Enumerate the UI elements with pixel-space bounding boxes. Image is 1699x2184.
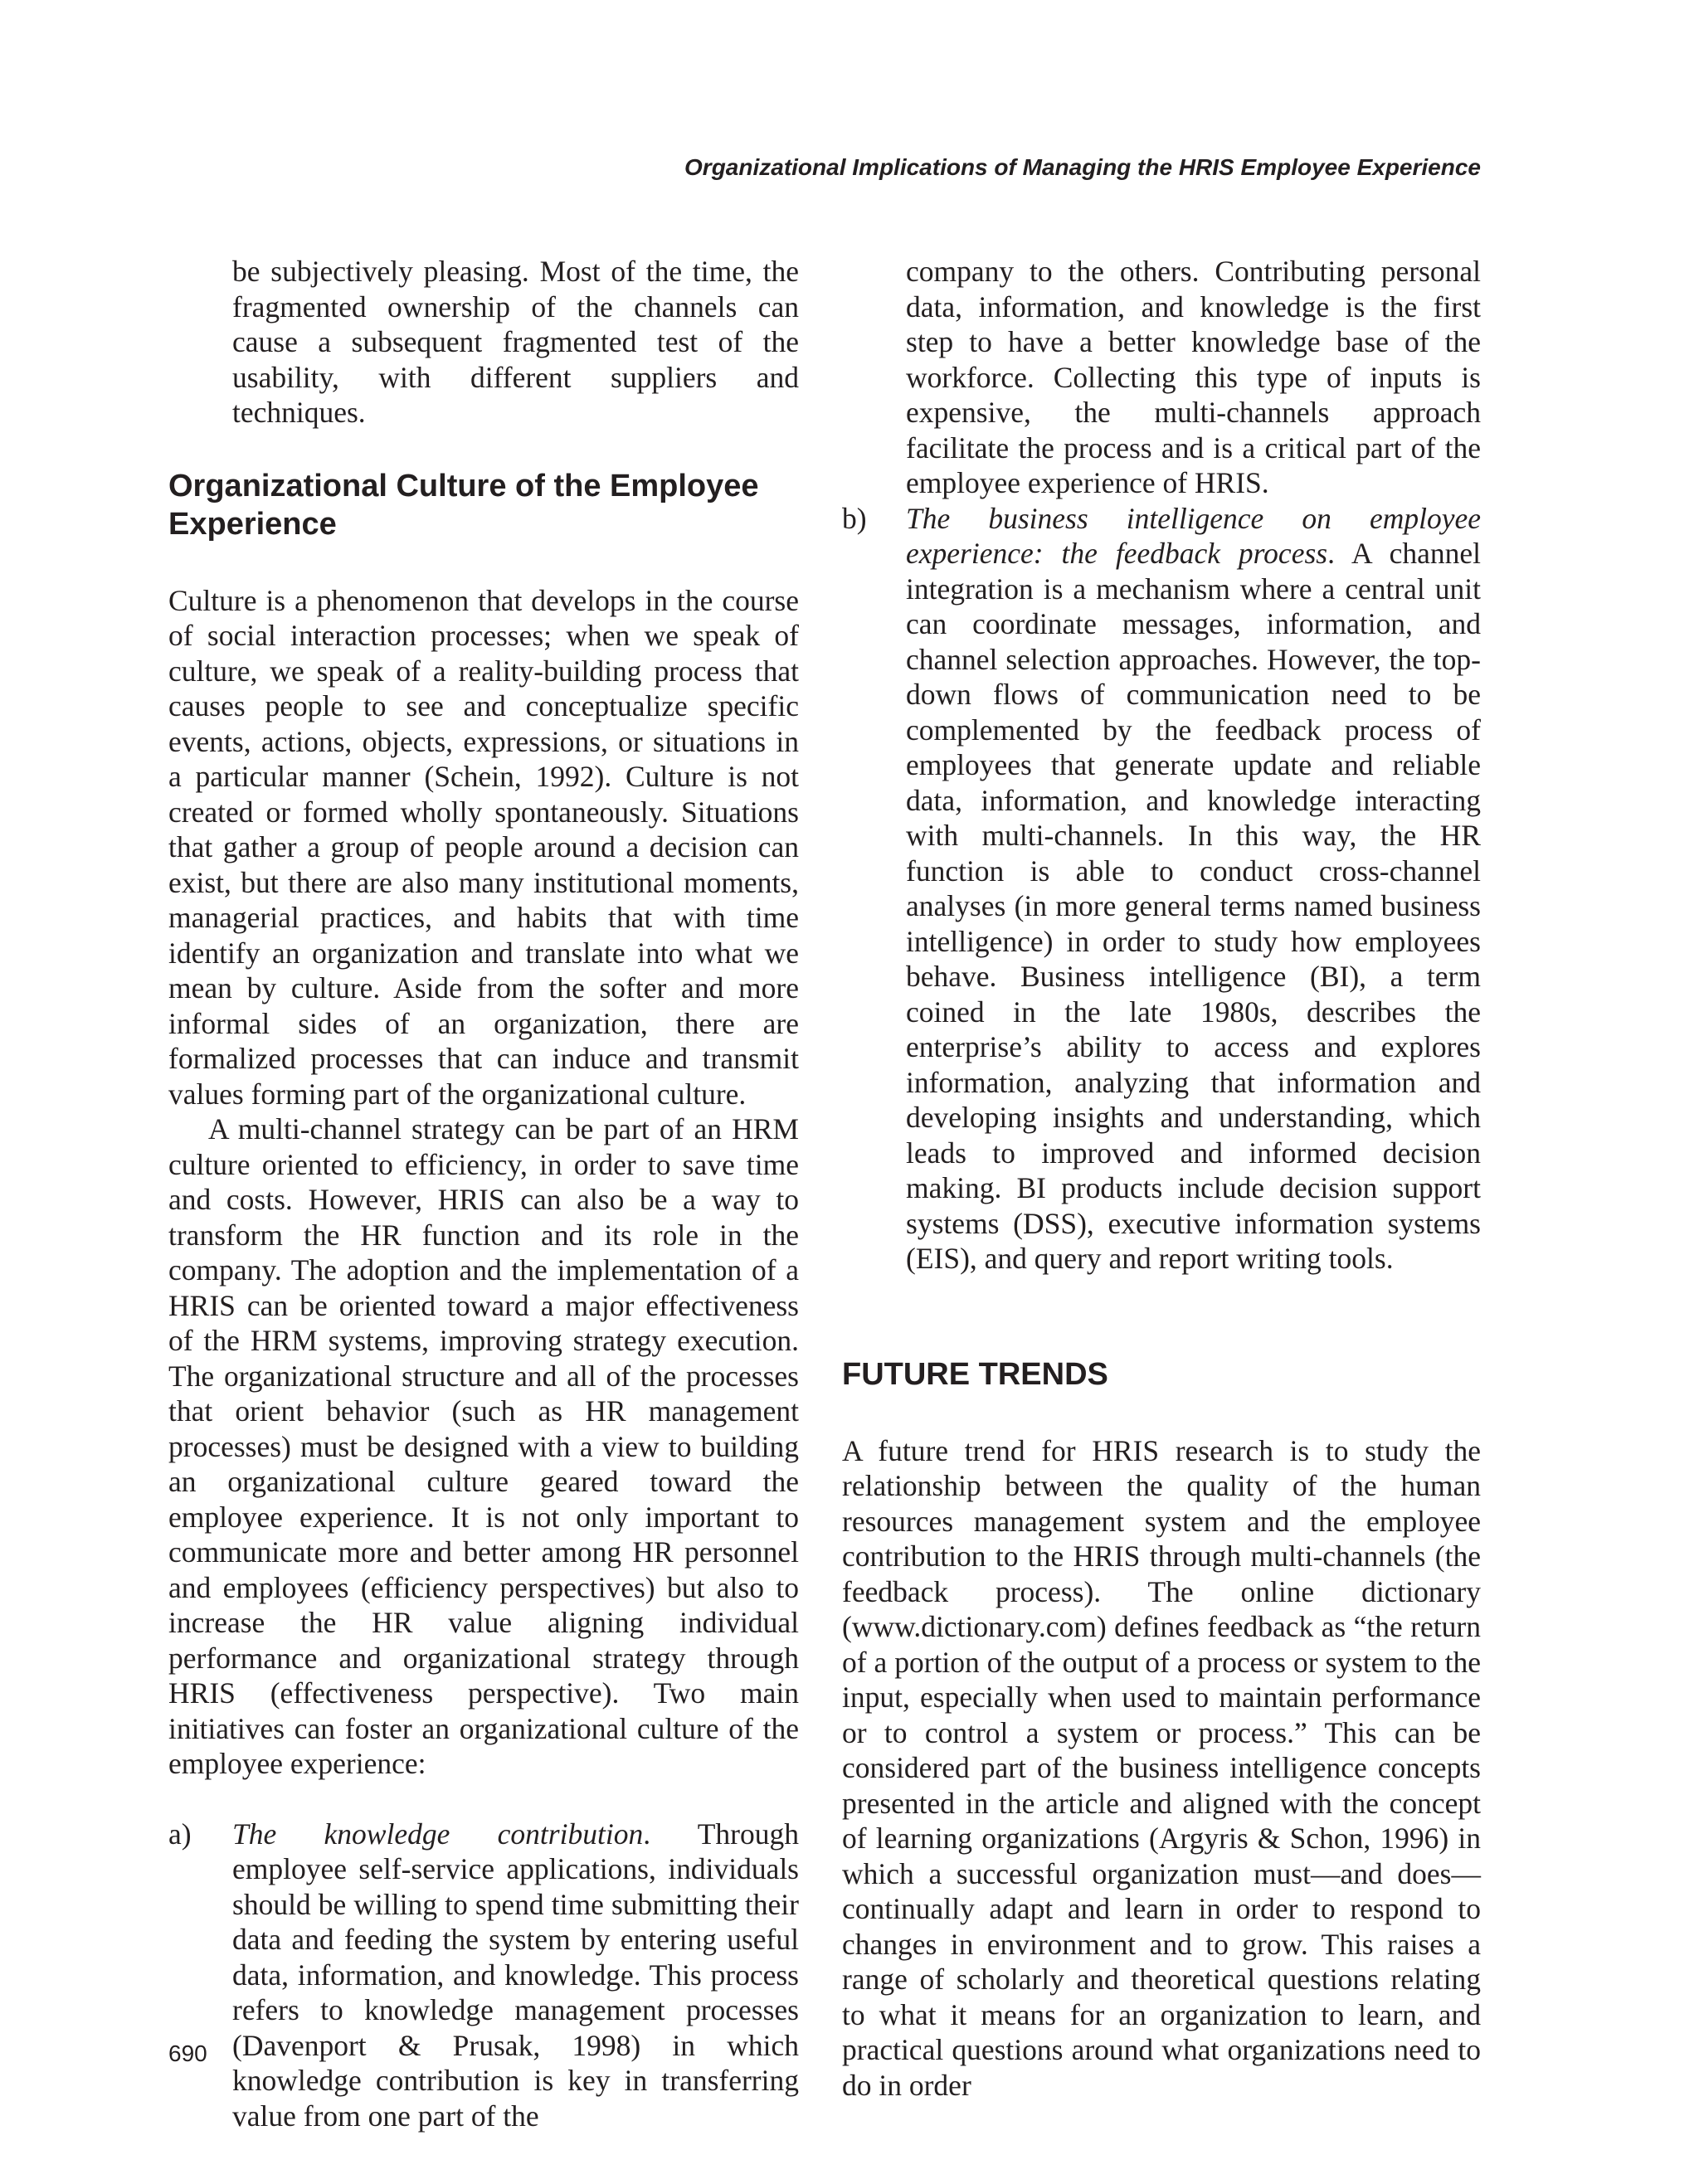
- list-marker-a: a): [168, 1817, 192, 1851]
- list-item-b-body: . A channel integration is a mechanism where a central unit can coordinate messages, information, and channel selection approaches. However, the top-down flows of communication need to be complemented by the feedback process of employees that generate update and reliable data, information, and knowledge interacting with multi-channels. In this way, the HR function is able to conduct cross-channel analyses (in more general terms named business intelligence) in order to study how employees behave. Business intelligence (BI), a term coined in the late 1980s, describes the enterprise’s ability to access and explores information, analyzing that information and developing insights and understanding, which leads to improved and informed decision making. BI products include decision support systems (DSS), executive information systems (EIS), and query and report writing tools.: [906, 537, 1481, 1275]
- list-item-a-text: [232, 1817, 799, 2134]
- list-item-a-title: The knowledge contribution: [232, 1817, 644, 1851]
- list-item-a-continued: company to the others. Contributing personal data, information, and knowledge is the first step to have a better knowledge base of the workforce. Collecting this type of inputs is expensive, the multi-channels approach facilitate the process and is a critical part of the employee experience of HRIS.: [906, 255, 1481, 499]
- culture-paragraph-1: Culture is a phenomenon that develops in the course of social interaction processes; when we speak of culture, we speak of a reality-building process that causes people to see and conceptualize specific events, actions, objects, expressions, or situations in a particular manner (Schein, 1992). Culture is not created or formed wholly spontaneously. Situations that gather a group of people around a decision can exist, but there are also many institutional moments, managerial practices, and habits that with time identify an organization and translate into what we mean by culture. Aside from the softer and more informal sides of an organization, there are formalized processes that can induce and transmit values forming part of the organizational culture.: [168, 583, 799, 1111]
- list-marker-b: b): [842, 501, 867, 535]
- culture-paragraph-2: A multi-channel strategy can be part of an HRM culture oriented to efficiency, in order to save time and costs. However, HRIS can also be a way to transform the HR function and its role in the company. The adoption and the implementation of a HRIS can be oriented toward a major effectiveness of the HRM systems, improving strategy execution. The organizational structure and all of the processes that orient behavior (such as HR management processes) must be designed with a view to building an organizational culture geared toward the employee experience. It is not only important to communicate more and better among HR personnel and employees (efficiency perspectives) but also to increase the HR value aligning individual performance and organizational strategy through HRIS (effectiveness perspective). Two main initiatives can foster an organizational culture of the employee experience:: [168, 1112, 799, 1780]
- list-item-b-title: The business intelligence on employee experience: the feedback process: [906, 501, 1481, 570]
- right-column: [842, 254, 1481, 2103]
- future-trends-paragraph: A future trend for HRIS research is to study the relationship between the quality of the human resources management system and the employee contribution to the HRIS through multi-channels (the feedback process). The online dictionary (www.dictionary.com) defines feedback as “the return of a portion of the output of a process or system to the input, especially when used to maintain performance or to control a system or process.” This can be considered part of the business intelligence concepts presented in the article and aligned with the concept of learning organizations (Argyris & Schon, 1996) in which a successful organization must—and does—continually adapt and learn in order to respond to changes in environment and to grow. This raises a range of scholarly and theoretical questions relating to what it means for an organization to learn, and practical questions around what organizations need to do in order: [842, 1433, 1481, 2102]
- section-heading-future-trends: FUTURE TRENDS: [842, 1356, 1108, 1392]
- continued-paragraph: be subjectively pleasing. Most of the time, the fragmented ownership of the channels can cause a subsequent fragmented test of the usability, with different suppliers and techniques.: [232, 255, 799, 429]
- list-item-a-body: . Through employee self-service applications, individuals should be willing to spend time submitting their data and feeding the system by entering useful data, information, and knowledge. This process refers to knowledge management processes (Davenport & Prusak, 1998) in which knowledge contribution is key in transferring value from one part of the: [232, 1817, 799, 2133]
- list-item-b-text: [906, 501, 1481, 1277]
- list-item-a: [168, 1817, 799, 2134]
- section-heading-culture: Organizational Culture of the Employee Experience: [168, 468, 759, 542]
- page-number: 690: [168, 2041, 207, 2066]
- list-item-b: [842, 501, 1481, 1277]
- running-header: Organizational Implications of Managing the HRIS Employee Experience: [684, 154, 1481, 180]
- left-column: [168, 254, 799, 2133]
